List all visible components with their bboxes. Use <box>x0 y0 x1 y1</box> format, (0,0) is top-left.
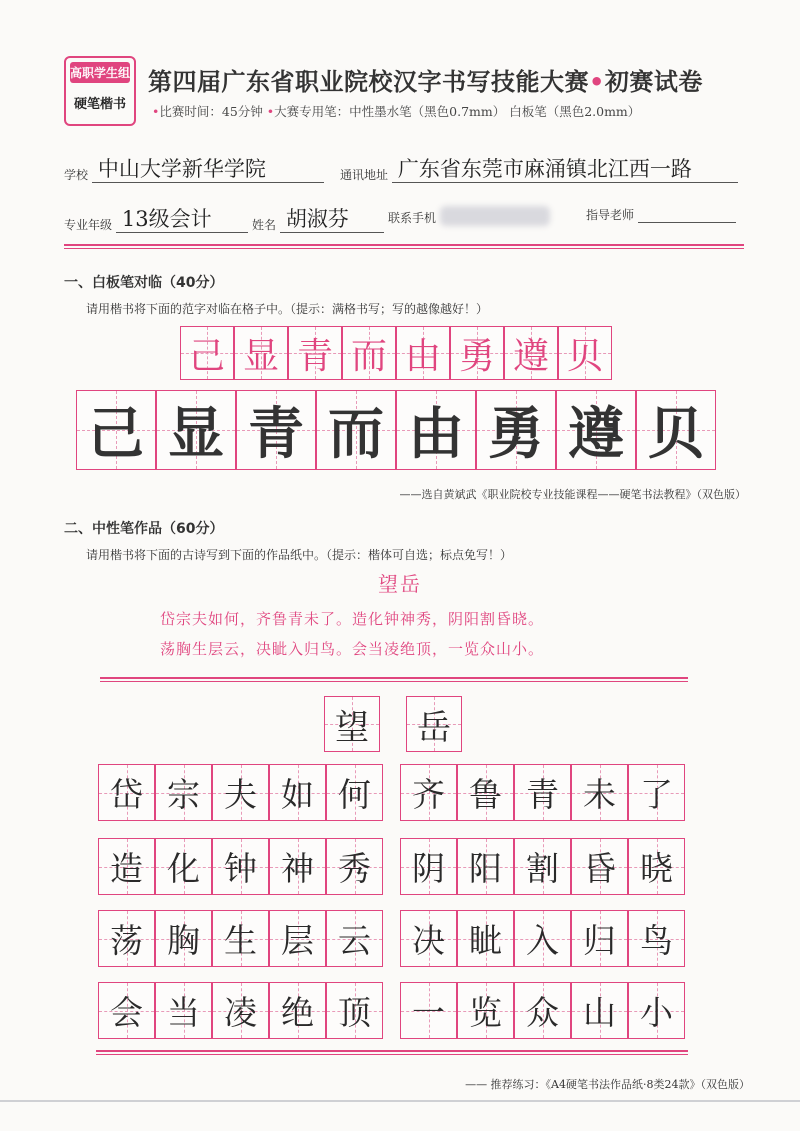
copy-cell[interactable] <box>636 390 716 470</box>
teacher-value[interactable] <box>638 222 736 223</box>
phone-field <box>388 206 550 226</box>
teacher-label: 指导老师 <box>586 208 635 222</box>
poem-cell[interactable] <box>628 982 685 1039</box>
copy-cell[interactable] <box>76 390 156 470</box>
model-cell-char: 贝 <box>566 335 603 377</box>
copy-cell-char: 由 <box>408 401 464 467</box>
section2-instruction: 请用楷书将下面的古诗写到下面的作品纸中。（提示：楷体可自选；标点免写！） <box>86 548 513 562</box>
teacher-field <box>586 206 736 223</box>
address-field <box>340 156 738 183</box>
poem-cell[interactable] <box>571 764 628 821</box>
poem-cell[interactable] <box>400 982 457 1039</box>
poem-line-2: 荡胸生层云，决眦入归鸟。会当凌绝顶，一览众山小。 <box>160 640 545 658</box>
poem-cell-char: 决 <box>412 921 445 960</box>
poem-cell-char: 会 <box>110 993 143 1032</box>
poem-cell[interactable] <box>571 910 628 967</box>
poem-cell-char: 了 <box>640 775 673 814</box>
subtitle-time: 比赛时间：45分钟 <box>159 104 263 119</box>
copy-cell-char: 勇 <box>488 401 544 467</box>
copy-cell[interactable] <box>316 390 396 470</box>
poem-cell[interactable] <box>514 838 571 895</box>
model-cell-char: 而 <box>350 335 387 377</box>
poem-cell-char: 小 <box>640 993 673 1032</box>
poem-cell[interactable] <box>98 764 155 821</box>
poem-cell[interactable] <box>514 910 571 967</box>
poem-cell-char: 阴 <box>412 849 445 888</box>
poem-cell[interactable] <box>571 982 628 1039</box>
copy-cell-char: 贝 <box>648 401 704 467</box>
model-cell-char: 遵 <box>512 335 549 377</box>
poem-cell-char: 鸟 <box>640 921 673 960</box>
poem-cell-char: 齐 <box>412 775 445 814</box>
subtitle-dot-2: • <box>266 104 275 119</box>
poem-cell-char: 化 <box>167 849 200 888</box>
poem-cell-char: 未 <box>583 775 616 814</box>
school-field <box>64 156 324 183</box>
poem-cell-char: 荡 <box>110 921 143 960</box>
title-cell-char: 望 <box>335 707 369 748</box>
section1-heading: 一、白板笔对临（40分） <box>64 275 224 291</box>
model-cell[interactable] <box>396 326 450 380</box>
poem-cell-char: 层 <box>281 921 314 960</box>
page-title <box>148 62 703 97</box>
group-badge <box>64 56 136 126</box>
poem-cell[interactable] <box>400 910 457 967</box>
title-cell[interactable] <box>324 696 380 752</box>
phone-redacted <box>440 206 550 226</box>
poem-cell[interactable] <box>155 838 212 895</box>
poem-cell[interactable] <box>212 982 269 1039</box>
model-cell[interactable] <box>342 326 396 380</box>
source-citation: ——选自黄斌武《职业院校专业技能课程——硬笔书法教程》（双色版） <box>399 488 746 501</box>
copy-cell[interactable] <box>476 390 556 470</box>
poem-cell-char: 绝 <box>281 993 314 1032</box>
poem-cell[interactable] <box>514 982 571 1039</box>
poem-cell[interactable] <box>98 838 155 895</box>
work-paper-top-rule <box>100 677 688 682</box>
poem-cell-char: 当 <box>167 993 200 1032</box>
poem-cell[interactable] <box>400 838 457 895</box>
copy-cell-char: 遵 <box>568 401 624 467</box>
poem-cell-char: 览 <box>469 993 502 1032</box>
poem-cell-char: 鲁 <box>469 775 502 814</box>
model-cell-char: 显 <box>242 335 279 377</box>
poem-cell[interactable] <box>212 764 269 821</box>
poem-cell[interactable] <box>269 838 326 895</box>
copy-cell-char: 己 <box>88 401 144 467</box>
address-value[interactable]: 广东省东莞市麻涌镇北江西一路 <box>392 156 738 183</box>
copy-cell[interactable] <box>156 390 236 470</box>
exam-subtitle <box>152 102 640 120</box>
poem-cell[interactable] <box>628 910 685 967</box>
model-cell-char: 己 <box>188 335 225 377</box>
poem-cell[interactable] <box>628 838 685 895</box>
major-label: 专业年级 <box>64 218 113 232</box>
copy-cell-char: 青 <box>248 401 304 467</box>
school-label: 学校 <box>64 168 89 182</box>
poem-cell-char: 顶 <box>338 993 371 1032</box>
title-cell[interactable] <box>406 696 462 752</box>
poem-cell-char: 归 <box>583 921 616 960</box>
school-value[interactable]: 中山大学新华学院 <box>92 156 324 183</box>
poem-cell-char: 云 <box>338 921 371 960</box>
poem-cell-char: 一 <box>412 993 445 1032</box>
model-cell[interactable] <box>450 326 504 380</box>
poem-cell-char: 眦 <box>469 921 502 960</box>
poem-cell-char: 宗 <box>167 775 200 814</box>
poem-cell-char: 昏 <box>583 849 616 888</box>
work-paper-bottom-rule <box>96 1050 688 1055</box>
phone-label: 联系手机 <box>388 211 437 225</box>
poem-cell-char: 造 <box>110 849 143 888</box>
poem-cell-char: 阳 <box>469 849 502 888</box>
poem-cell[interactable] <box>155 764 212 821</box>
poem-cell-char: 青 <box>526 775 559 814</box>
poem-cell[interactable] <box>326 910 383 967</box>
poem-cell-char: 如 <box>281 775 314 814</box>
copy-cell-char: 而 <box>328 401 384 467</box>
poem-cell[interactable] <box>212 838 269 895</box>
poem-cell-char: 众 <box>526 993 559 1032</box>
poem-cell[interactable] <box>155 982 212 1039</box>
section2-heading: 二、中性笔作品（60分） <box>64 521 224 537</box>
title-tail: 初赛试卷 <box>604 68 703 96</box>
poem-cell[interactable] <box>326 764 383 821</box>
poem-cell-char: 胸 <box>167 921 200 960</box>
title-main: 第四届广东省职业院校汉字书写技能大赛 <box>148 68 589 96</box>
model-cell-char: 勇 <box>458 335 495 377</box>
name-label: 姓名 <box>252 218 277 232</box>
name-field <box>252 206 384 233</box>
poem-cell[interactable] <box>155 910 212 967</box>
poem-cell[interactable] <box>400 764 457 821</box>
poem-cell-char: 岱 <box>110 775 143 814</box>
poem-cell[interactable] <box>457 982 514 1039</box>
poem-cell[interactable] <box>98 982 155 1039</box>
poem-cell[interactable] <box>212 910 269 967</box>
badge-top: 高职学生组 <box>70 62 130 83</box>
badge-bottom: 硬笔楷书 <box>73 97 126 112</box>
poem-cell[interactable] <box>628 764 685 821</box>
model-cell-char: 由 <box>404 335 441 377</box>
poem-line-1: 岱宗夫如何，齐鲁青未了。造化钟神秀，阴阳割昏晓。 <box>160 610 545 628</box>
poem-cell[interactable] <box>98 910 155 967</box>
poem-cell[interactable] <box>269 764 326 821</box>
poem-cell[interactable] <box>269 982 326 1039</box>
header-divider <box>64 244 744 249</box>
copy-cell[interactable] <box>556 390 636 470</box>
model-cell[interactable] <box>504 326 558 380</box>
title-cell-char: 岳 <box>417 707 451 748</box>
copy-cell[interactable] <box>396 390 476 470</box>
address-label: 通讯地址 <box>340 168 389 182</box>
poem-cell-char: 凌 <box>224 993 257 1032</box>
poem-cell-char: 钟 <box>224 849 257 888</box>
poem-cell-char: 入 <box>526 921 559 960</box>
model-cell[interactable] <box>558 326 612 380</box>
poem-cell-char: 秀 <box>338 849 371 888</box>
name-value[interactable]: 胡淑芬 <box>280 206 384 233</box>
poem-cell[interactable] <box>514 764 571 821</box>
poem-cell[interactable] <box>571 838 628 895</box>
subtitle-pens: 大赛专用笔：中性墨水笔（黑色0.7mm） 白板笔（黑色2.0mm） <box>274 104 641 119</box>
poem-cell[interactable] <box>457 764 514 821</box>
subtitle-dot-1: • <box>152 104 160 119</box>
model-cell[interactable] <box>180 326 234 380</box>
model-cell-char: 青 <box>296 335 333 377</box>
poem-title: 望岳 <box>378 572 422 596</box>
poem-cell[interactable] <box>457 838 514 895</box>
title-dot: • <box>589 68 605 96</box>
model-cell[interactable] <box>234 326 288 380</box>
section1-instruction: 请用楷书将下面的范字对临在格子中。（提示：满格书写；写的越像越好！） <box>86 302 489 316</box>
poem-cell-char: 何 <box>338 775 371 814</box>
major-field <box>64 206 248 233</box>
poem-cell[interactable] <box>457 910 514 967</box>
poem-cell[interactable] <box>326 838 383 895</box>
major-value[interactable]: 13级会计 <box>116 206 248 233</box>
poem-cell[interactable] <box>326 982 383 1039</box>
footer-recommendation: —— 推荐练习：《A4硬笔书法作品纸·8类24款》（双色版） <box>465 1078 750 1091</box>
model-cell[interactable] <box>288 326 342 380</box>
copy-cell[interactable] <box>236 390 316 470</box>
poem-cell-char: 生 <box>224 921 257 960</box>
poem-cell[interactable] <box>269 910 326 967</box>
poem-cell-char: 神 <box>281 849 314 888</box>
poem-cell-char: 山 <box>583 993 616 1032</box>
poem-cell-char: 夫 <box>224 775 257 814</box>
poem-cell-char: 割 <box>526 849 559 888</box>
scan-edge <box>0 1100 800 1102</box>
poem-cell-char: 晓 <box>640 849 673 888</box>
copy-cell-char: 显 <box>168 401 224 467</box>
